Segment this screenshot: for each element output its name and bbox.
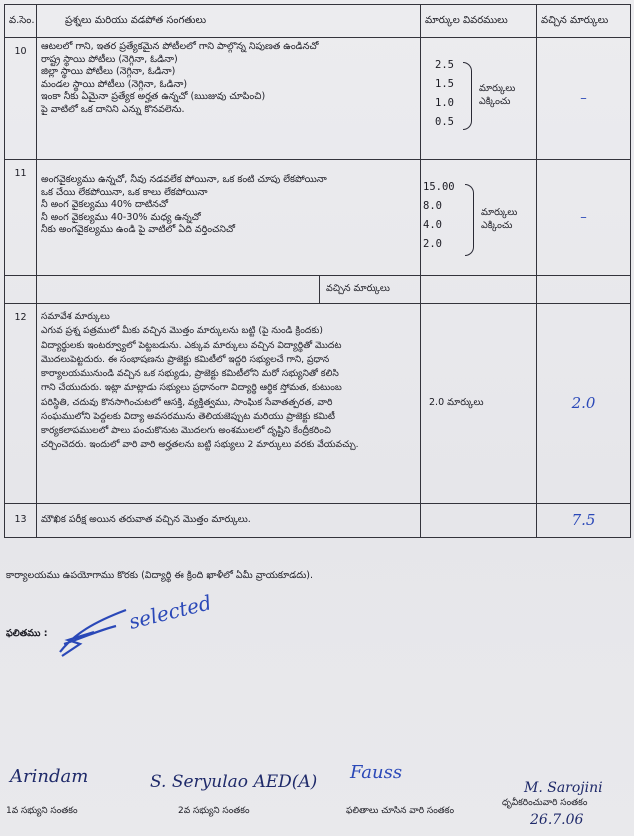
row-12 bbox=[5, 304, 631, 504]
row-12-line: కార్యాలయమునుండి వచ్చిన ఒక సభ్యుడు, ప్రాజెక్టు కమిటీలోని మరో సభ్యునితో కలిసి bbox=[41, 368, 339, 379]
row-12-line: పరిస్థితి, చదువు కొనసాగించుటలో ఆసక్తి, వ్యక్తిత్వము, సాంఘిక సేవాతత్పరత, వారి bbox=[41, 396, 333, 408]
row-12-line: సంఘములోని పెద్దలకు విద్యా అవసరమును తెలియజెప్పుట మరియు ప్రాజెక్టు కమిటీ bbox=[41, 410, 335, 422]
signature-3-label: ఫలితాలు చూసిన వారి సంతకం bbox=[346, 806, 455, 816]
row-13 bbox=[5, 504, 631, 538]
signature-1-label: 1వ సభ్యుని సంతకం bbox=[6, 806, 78, 816]
header-question: ప్రశ్నలు మరియు వడపోత సంగతులు bbox=[37, 5, 421, 38]
row-12-line: మొదలుపెట్టదురు. ఈ సంభాషణను ప్రాజెక్టు కమిటీలో ఇద్దరి సభ్యులచే గాని, ప్రధాన bbox=[41, 353, 330, 365]
row-11-line: నీ అంగ వైకల్యము 40% దాటినచో bbox=[41, 199, 168, 211]
row-12-number: 12 bbox=[5, 304, 37, 504]
row-11-line: నీ అంగ వైకల్యము 40-30% మధ్య ఉన్నచో bbox=[41, 211, 201, 223]
row-11-question bbox=[37, 160, 421, 276]
row-11-note: మార్కులు ఎక్కించు bbox=[481, 207, 518, 231]
row-13-obtained: 7.5 bbox=[537, 504, 631, 538]
row-10-question bbox=[37, 38, 421, 160]
subhead-label: వచ్చిన మార్కులు bbox=[319, 276, 420, 303]
row-12-line: ఎగువ ప్రశ్న పత్రములో మీకు వచ్చిన మొత్తం మార్కులను బట్టి (పై నుండి క్రిందకు) bbox=[41, 325, 323, 337]
row-12-line: కార్యకలాపములలో పాలు పంచుకొనుట మొదలగు అంశములలో దృష్టిని కేంద్రీకరించి bbox=[41, 425, 331, 436]
row-11-mark: 8.0 bbox=[423, 200, 442, 212]
row-10-number: 10 bbox=[5, 38, 37, 160]
row-12-marks: 2.0 మార్కులు bbox=[421, 304, 537, 504]
signature-1: Arindam bbox=[10, 766, 89, 787]
result-handwriting: selected bbox=[126, 590, 214, 634]
header-marks-obtained: వచ్చిన మార్కులు bbox=[537, 5, 631, 38]
row-11-obtained: – bbox=[537, 160, 631, 276]
row-11-brace bbox=[465, 184, 474, 256]
row-12-line: విద్యార్థులకు ఇంటర్వ్యూలో పెట్టబడును. ఎక్కువ మార్కులు వచ్చిన విద్యార్థితో మొదట bbox=[41, 339, 342, 351]
header-sno: వ.సెం. bbox=[5, 5, 37, 38]
row-11-mark: 15.00 bbox=[423, 181, 455, 193]
row-11-marks bbox=[421, 160, 537, 276]
row-11-line: అంగవైకల్యము ఉన్నచో, నీవు నడవలేక పోయినా, ఒక కంటి చూపు లేకపోయినా bbox=[41, 174, 327, 185]
header-marks-details: మార్కుల వివరములు bbox=[421, 5, 537, 38]
row-10-line: పై వాటిలో ఒక దానిని ఎన్ను కొనవలెను. bbox=[41, 103, 185, 115]
header-row bbox=[5, 5, 631, 38]
row-10 bbox=[5, 38, 631, 160]
row-10-line: మండల స్థాయి పోటీలు (నెగ్గినా, ఓడినా) bbox=[41, 78, 188, 90]
row-13-number: 13 bbox=[5, 504, 37, 538]
row-10-line: రాష్ట్ర స్థాయి పోటీలు (నెగ్గినా, ఓడినా) bbox=[41, 53, 178, 65]
row-10-line: ఆటలలో గాని, ఇతర ప్రత్యేకమైన పోటీలలో గాని పాల్గొన్న నిపుణత ఉండినచో bbox=[41, 41, 319, 52]
assessment-table bbox=[4, 4, 631, 538]
row-10-mark-list bbox=[435, 56, 454, 132]
signature-3: Fauss bbox=[350, 762, 403, 783]
date-handwritten: 26.7.06 bbox=[530, 812, 584, 828]
office-use-note: కార్యాలయము ఉపయోగాము కొరకు (విద్యార్థి ఈ క్రింది ఖాళీలో ఏమీ వ్రాయకూడదు). bbox=[6, 570, 313, 581]
row-11-line: నీకు అంగవైకల్యము ఉండి పై వాటిలో ఏది వర్తించనిచో bbox=[41, 224, 236, 236]
row-12-line: గాని చేయుదురు. ఇట్లా మాట్లాడు సభ్యులు ప్రధానంగా విద్యార్థి ఆర్థిక స్తోమత, కుటుంబ bbox=[41, 382, 342, 394]
row-10-mark: 1.5 bbox=[435, 78, 454, 90]
row-12-line: చర్చించెదరు. ఇందులో వారి వారి అర్హతలను బట్టి సభ్యులు 2 మార్కులు వరకు వేయవచ్చు. bbox=[41, 439, 359, 451]
row-11-mark: 4.0 bbox=[423, 219, 442, 231]
row-10-brace bbox=[463, 62, 472, 130]
row-11 bbox=[5, 160, 631, 276]
subhead-obtained bbox=[537, 276, 631, 304]
row-12-obtained: 2.0 bbox=[537, 304, 631, 504]
row-11-mark: 2.0 bbox=[423, 238, 442, 250]
row-12-question bbox=[37, 304, 421, 504]
row-13-text: మౌఖిక పరీక్ష అయిన తరువాత వచ్చిన మొత్తం మార్కులు. bbox=[37, 504, 421, 538]
row-10-mark: 2.5 bbox=[435, 59, 454, 71]
row-10-mark: 1.0 bbox=[435, 97, 454, 109]
row-11-mark-list bbox=[423, 178, 455, 254]
row-10-line: ఇంకా నీకు ఏమైనా ప్రత్యేక అర్హత ఉన్నచో (ఋజువు చూపించి) bbox=[41, 91, 266, 103]
signature-4: M. Sarojini bbox=[524, 780, 603, 796]
subhead-cell bbox=[37, 276, 421, 304]
result-label: ఫలితము : bbox=[6, 628, 48, 639]
row-10-line: జిల్లా స్థాయి పోటీలు (నెగ్గినా, ఓడినా) bbox=[41, 66, 176, 78]
row-11-number: 11 bbox=[5, 160, 37, 276]
row-13-marks bbox=[421, 504, 537, 538]
signature-2-label: 2వ సభ్యుని సంతకం bbox=[178, 806, 250, 816]
row-10-marks bbox=[421, 38, 537, 160]
row-10-mark: 0.5 bbox=[435, 116, 454, 128]
subhead-num bbox=[5, 276, 37, 304]
row-10-obtained: – bbox=[537, 38, 631, 160]
result-scribble bbox=[54, 604, 134, 660]
row-11-line: ఒక చేయి లేకపోయినా, ఒక కాలు లేకపోయినా bbox=[41, 186, 208, 198]
signature-2: S. Seryulao AED(A) bbox=[150, 772, 318, 792]
row-10-note: మార్కులు ఎక్కించు bbox=[479, 83, 516, 107]
subhead-row bbox=[5, 276, 631, 304]
subhead-marks bbox=[421, 276, 537, 304]
row-12-title: సమావేశ మార్కులు bbox=[41, 311, 110, 322]
signature-4-label: ధృవీకరించువారి సంతకం bbox=[502, 798, 588, 808]
